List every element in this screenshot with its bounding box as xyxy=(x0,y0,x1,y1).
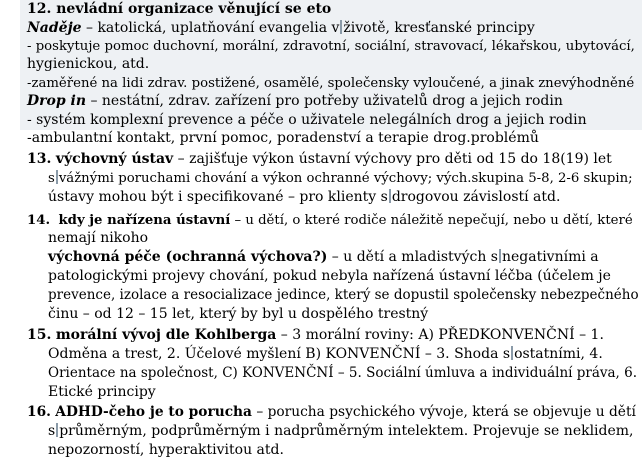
section-14-line-6: činu – od 12 – 15 let, který by byl u dospělého trestný xyxy=(48,306,429,322)
text-cursor-mark xyxy=(56,423,58,437)
section-12-line-4: hygienickou, atd. xyxy=(27,56,150,72)
text-cursor-mark xyxy=(511,346,513,360)
section-16-line-1 xyxy=(27,404,636,421)
section-15-line-2-b: ostatními, 4. xyxy=(514,346,603,362)
section-14-term-2: výchovná péče (ochranná výchova?) xyxy=(48,249,328,265)
section-16-desc: – porucha psychického vývoje, která se objevuje u dětí xyxy=(251,404,636,420)
section-16-number: 16. xyxy=(27,404,51,420)
section-14-line-5: prevence, izolace a resocializace jedince, který se dopustil společensky nebezpečného xyxy=(48,287,639,303)
section-14-desc: – u dětí, o které rodiče náležitě nepečují, nebo u dětí, které xyxy=(230,213,633,228)
section-16-line-2-b: průměrným, podprůměrným i nadprůměrným intelektem. Projevuje se neklidem, xyxy=(59,423,634,439)
dropin-line xyxy=(27,93,563,110)
section-12-line-5: -zaměřené na lidi zdrav. postižené, osamělé, společensky vyloučené, a jinak znevýhodněné xyxy=(27,76,635,91)
text-cursor-mark xyxy=(56,170,58,184)
section-14-line-3 xyxy=(48,249,599,266)
section-14-line-2: nemají nikoho xyxy=(48,230,149,246)
section-15-desc: – 3 morální roviny: A) PŘEDKONVENČNÍ – 1. xyxy=(276,327,604,343)
section-12-heading: 12. nevládní organizace věnující se eto xyxy=(27,1,332,17)
section-16-line-2 xyxy=(48,423,634,440)
section-13-line-1 xyxy=(27,151,612,168)
section-15-line-4: Etické principy xyxy=(48,384,156,400)
section-15-line-2-a: Odměna a trest, 2. Účelové myšlení B) KONVENČNÍ – 3. Shoda s xyxy=(48,346,511,362)
section-15-line-2 xyxy=(48,346,603,363)
section-13-line-3-b: drogovou závislostí atd. xyxy=(391,189,561,205)
section-16-line-3: nepozorností, hyperaktivitou atd. xyxy=(48,442,284,458)
section-15-term: morální vývoj dle Kohlberga xyxy=(55,327,277,343)
section-14-term: kdy je nařízena ústavní xyxy=(58,213,231,228)
nadeje-line xyxy=(27,20,535,37)
nadeje-term: Naděje xyxy=(27,20,82,36)
nadeje-desc-a: – katolická, uplatňování evangelia v xyxy=(81,20,340,36)
nadeje-desc-b: životě, kresťanské principy xyxy=(343,20,535,36)
section-14-desc-2b: negativními a xyxy=(501,249,599,265)
section-13-line-2-a: s xyxy=(48,171,55,186)
section-12-line-7: - systém komplexní prevence a péče o uživatele nelegálních drog a jejich rodin xyxy=(27,112,587,128)
section-13-line-2 xyxy=(48,170,633,187)
section-13-desc: – zajišťuje výkon ústavní výchovy pro děti od 15 do 18(19) let xyxy=(173,151,612,167)
section-13-number: 13. xyxy=(27,151,52,167)
section-14-line-1 xyxy=(27,212,633,229)
section-13-line-3 xyxy=(48,189,560,206)
text-cursor-mark xyxy=(499,249,501,263)
section-13-line-3-a: ústavy mohou být i specifikované – pro klienty s xyxy=(48,189,388,205)
section-16-term: ADHD-čeho je to porucha xyxy=(55,404,252,420)
section-14-line-4: patologickými projevy chování, pokud nebyla nařízená ústavní léčba (účelem je xyxy=(48,268,611,284)
section-14-desc-2a: – u dětí a mladistvých s xyxy=(327,249,498,265)
section-13-line-2-b: vážnými poruchami chování a výkon ochranné výchovy; vých.skupina 5-8, 2-6 skupin; xyxy=(58,171,633,186)
section-15-line-3: Orientace na společnost, C) KONVENČNÍ – 5. Sociální úmluva a individuální práva, 6. xyxy=(48,365,638,381)
section-13-term: výchovný ústav xyxy=(55,151,174,167)
section-12-line-3: - poskytuje pomoc duchovní, morální, zdravotní, sociální, stravovací, lékařskou, ubytovácí, xyxy=(27,39,635,54)
dropin-desc: – nestátní, zdrav. zařízení pro potřeby uživatelů drog a jejich rodin xyxy=(86,93,563,109)
dropin-term: Drop in xyxy=(27,93,87,109)
section-14-number: 14. xyxy=(27,213,51,228)
text-cursor-mark xyxy=(389,189,391,203)
section-12-line-8: -ambulantní kontakt, první pomoc, poradenství a terapie drog.problémů xyxy=(27,130,539,146)
section-15-number: 15. xyxy=(27,327,52,343)
section-15-line-1 xyxy=(27,327,604,344)
section-16-line-2-a: s xyxy=(48,423,56,439)
